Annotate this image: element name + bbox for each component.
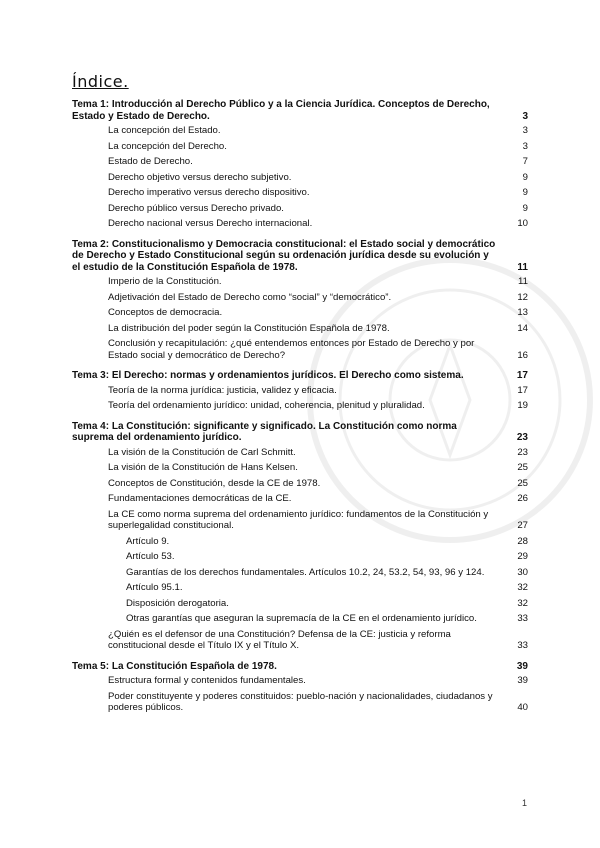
- entry-title: La concepción del Estado.: [108, 125, 221, 136]
- toc-entry[interactable]: [72, 462, 528, 474]
- toc-subentry[interactable]: [72, 598, 528, 610]
- entry-title: Derecho nacional versus Derecho internacional.: [108, 218, 313, 229]
- entry-page: 9: [522, 171, 528, 183]
- toc-entry[interactable]: [72, 338, 528, 361]
- entry-page: 3: [522, 140, 528, 152]
- chapter-1: [72, 99, 528, 230]
- toc-title: Índice.: [72, 72, 129, 91]
- entry-title: La visión de la Constitución de Hans Kelsen.: [108, 462, 298, 473]
- entry-page: 9: [522, 187, 528, 198]
- entry-page: 23: [517, 446, 528, 458]
- entry-title: Disposición derogatoria.: [126, 597, 229, 609]
- entry-title: La visión de la Constitución de Carl Schmitt.: [108, 446, 296, 458]
- table-of-contents: [72, 99, 528, 714]
- entry-page: 33: [517, 613, 528, 624]
- toc-entry[interactable]: [72, 218, 528, 230]
- entry-title: Conceptos de democracia.: [108, 307, 223, 318]
- entry-page: 3: [522, 125, 528, 136]
- entry-title: Derecho público versus Derecho privado.: [108, 202, 284, 214]
- entry-page: 7: [522, 156, 528, 167]
- entry-page: 39: [517, 675, 528, 686]
- entry-page: 17: [517, 384, 528, 396]
- chapter-5: [72, 661, 528, 714]
- entry-list: [72, 125, 528, 230]
- toc-entry[interactable]: [72, 172, 528, 184]
- chapter-heading[interactable]: [72, 370, 528, 382]
- entry-page: 29: [517, 551, 528, 562]
- toc-entry[interactable]: [72, 156, 528, 168]
- entry-title: Fundamentaciones democráticas de la CE.: [108, 493, 292, 504]
- entry-page: 32: [517, 597, 528, 609]
- toc-entry[interactable]: [72, 400, 528, 412]
- toc-entry[interactable]: [72, 187, 528, 199]
- chapter-page: 23: [516, 432, 528, 443]
- entry-page: 12: [517, 291, 528, 303]
- entry-page: 16: [517, 349, 528, 361]
- toc-subentry[interactable]: [72, 551, 528, 563]
- entry-title: La concepción del Derecho.: [108, 140, 227, 152]
- entry-list: [72, 675, 528, 714]
- toc-entry[interactable]: [72, 292, 528, 304]
- toc-entry[interactable]: [72, 141, 528, 153]
- chapter-heading[interactable]: [72, 99, 528, 122]
- entry-page: 28: [517, 535, 528, 547]
- toc-entry[interactable]: [72, 125, 528, 137]
- toc-entry[interactable]: [72, 385, 528, 397]
- entry-title: Teoría de la norma jurídica: justicia, validez y eficacia.: [108, 384, 337, 396]
- entry-title: Derecho imperativo versus derecho dispositivo.: [108, 187, 310, 198]
- toc-entry[interactable]: [72, 276, 528, 288]
- toc-entry[interactable]: [72, 323, 528, 335]
- toc-entry[interactable]: [72, 509, 528, 532]
- chapter-2: [72, 239, 528, 362]
- entry-page: 11: [518, 276, 528, 287]
- chapter-page: 17: [516, 370, 528, 381]
- entry-page: 14: [517, 322, 528, 334]
- entry-page: 26: [517, 493, 528, 504]
- entry-list: [72, 276, 528, 361]
- entry-title: Artículo 53.: [126, 551, 175, 562]
- chapter-heading[interactable]: [72, 421, 528, 444]
- chapter-title: Tema 5: La Constitución Española de 1978.: [72, 660, 277, 672]
- chapter-title: Tema 2: Constitucionalismo y Democracia constitucional: el Estado social y democrático de Derecho y Estado Constitucional según su ordenación jurídica desde su evolución y el estudio de la Constitución Española de 1978.: [72, 238, 496, 273]
- entry-title: Conceptos de Constitución, desde la CE de 1978.: [108, 477, 321, 489]
- entry-title: La distribución del poder según la Constitución Española de 1978.: [108, 322, 390, 334]
- chapter-page: 11: [517, 261, 528, 273]
- chapter-page: 39: [516, 660, 528, 672]
- entry-title: Adjetivación del Estado de Derecho como “social” y “democrático”.: [108, 291, 392, 303]
- chapter-heading[interactable]: [72, 239, 528, 274]
- toc-entry[interactable]: [72, 493, 528, 505]
- toc-subentry[interactable]: [72, 613, 528, 625]
- chapter-title: Tema 1: Introducción al Derecho Público y a la Ciencia Jurídica. Conceptos de Derecho, Estado y Estado de Derecho.: [72, 99, 490, 122]
- entry-title: Artículo 95.1.: [126, 582, 183, 593]
- entry-list: [72, 447, 528, 652]
- entry-title: Otras garantías que aseguran la supremacía de la CE en el ordenamiento jurídico.: [126, 613, 477, 624]
- toc-entry[interactable]: [72, 629, 528, 652]
- entry-page: 30: [517, 566, 528, 578]
- entry-page: 9: [522, 202, 528, 214]
- entry-title: ¿Quién es el defensor de una Constitución? Defensa de la CE: justicia y reforma constitucional desde el Título IX y el Título X.: [108, 628, 451, 651]
- toc-subentry[interactable]: [72, 582, 528, 594]
- entry-page: 27: [517, 520, 528, 531]
- entry-page: 40: [517, 702, 528, 713]
- toc-entry[interactable]: [72, 675, 528, 687]
- entry-title: Derecho objetivo versus derecho subjetivo.: [108, 171, 292, 183]
- toc-entry[interactable]: [72, 307, 528, 319]
- entry-page: 25: [517, 462, 528, 473]
- toc-entry[interactable]: [72, 203, 528, 215]
- entry-title: Artículo 9.: [126, 535, 170, 547]
- page-number: 1: [521, 798, 527, 808]
- entry-title: Conclusión y recapitulación: ¿qué entendemos entonces por Estado de Derecho y por Estado social y democrático de Derecho?: [108, 338, 475, 361]
- toc-entry[interactable]: [72, 478, 528, 490]
- entry-page: 13: [517, 307, 528, 318]
- entry-page: 19: [517, 400, 528, 411]
- toc-entry[interactable]: [72, 691, 528, 714]
- entry-page: 10: [517, 218, 528, 229]
- chapter-heading[interactable]: [72, 661, 528, 673]
- entry-list: [72, 385, 528, 412]
- chapter-title: Tema 4: La Constitución: significante y significado. La Constitución como norma suprema del ordenamiento jurídico.: [72, 420, 457, 443]
- entry-title: La CE como norma suprema del ordenamiento jurídico: fundamentos de la Constitución y superlegalidad constitucional.: [108, 508, 489, 531]
- toc-page: [72, 72, 528, 718]
- toc-subentry[interactable]: [72, 567, 528, 579]
- entry-page: 32: [517, 582, 528, 593]
- entry-page: 33: [517, 640, 528, 651]
- entry-title: Teoría del ordenamiento jurídico: unidad, coherencia, plenitud y pluralidad.: [108, 400, 425, 411]
- entry-title: Garantías de los derechos fundamentales. Artículos 10.2, 24, 53.2, 54, 93, 96 y 124.: [126, 566, 485, 578]
- chapter-title: Tema 3: El Derecho: normas y ordenamientos jurídicos. El Derecho como sistema.: [72, 370, 464, 381]
- entry-page: 25: [517, 477, 528, 489]
- entry-title: Estado de Derecho.: [108, 156, 193, 167]
- toc-entry[interactable]: [72, 447, 528, 459]
- entry-title: Imperio de la Constitución.: [108, 276, 222, 287]
- toc-subentry[interactable]: [72, 536, 528, 548]
- entry-title: Poder constituyente y poderes constituidos: pueblo-nación y nacionalidades, ciudadanos y poderes públicos.: [108, 690, 493, 713]
- chapter-page: 3: [522, 110, 528, 122]
- chapter-3: [72, 370, 528, 412]
- chapter-4: [72, 421, 528, 652]
- entry-title: Estructura formal y contenidos fundamentales.: [108, 675, 306, 686]
